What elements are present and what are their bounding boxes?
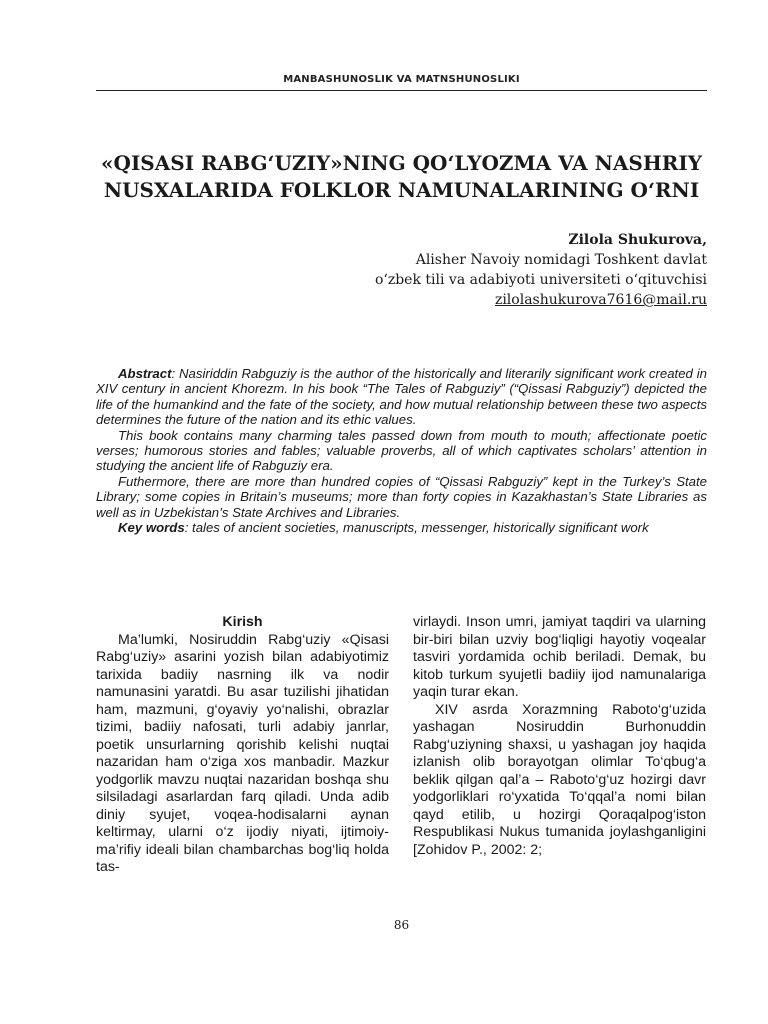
abstract-label: Abstract bbox=[118, 366, 172, 381]
abstract-paragraph-1 bbox=[96, 366, 707, 428]
title-line-2: NUSXALARIDA FOLKLOR NAMUNALARINING O‘RNI bbox=[103, 178, 700, 202]
author-affiliation-line-1: Alisher Navoiy nomidagi Toshkent davlat bbox=[415, 252, 707, 268]
title-line-1: «QISASI RABG‘UZIY»NING QO‘LYOZMA VA NASHRIY bbox=[101, 151, 702, 175]
body-paragraph-right-1: virlaydi. Inson umri, jamiyat taqdiri va ularning bir-biri bilan uzviy bog‘liqligi hayotiy voqealar tasviri yordamida ochib beriladi. Demak, bu kitob turkum syujetli badiiy ijod namunalariga yaqin turar ekan. bbox=[413, 614, 706, 700]
author-name: Zilola Shukurova, bbox=[568, 232, 707, 248]
article-title bbox=[96, 150, 707, 204]
keywords-label: Key words bbox=[118, 520, 185, 536]
author-block bbox=[375, 230, 707, 310]
page-number: 86 bbox=[393, 918, 410, 932]
header-divider bbox=[96, 90, 707, 91]
abstract-text-1: : Nasiriddin Rabguziy is the author of the historically and literarily significant work created in XIV century in ancient Khorezm. In his book “The Tales of Rabguziy” (“Qissasi Rabguziy”) depicted the life of the humankind and the fate of the society, and how mutual relationship between these two aspects determines the future of the nation and its ethic values. bbox=[96, 366, 707, 428]
keywords-paragraph bbox=[96, 520, 707, 535]
keywords-text: : tales of ancient societies, manuscripts, messenger, historically significant work bbox=[184, 520, 649, 536]
abstract-paragraph-2: This book contains many charming tales passed down from mouth to mouth; affectionate poetic verses; humorous stories and fables; valuable proverbs, all of which captivates scholars’ attention in studying the ancient life of Rabguziy era. bbox=[96, 427, 707, 474]
abstract-paragraph-3: Futhermore, there are more than hundred copies of “Qissasi Rabguziy” kept in the Turkey’s State Library; some copies in Britain’s museums; more than forty copies in Kazakhastan’s State Libraries as well as in Uzbekistan’s State Archives and Libraries. bbox=[96, 473, 707, 520]
abstract bbox=[96, 366, 707, 535]
body-column-right bbox=[413, 614, 706, 859]
body-paragraph-right-2: XIV asrda Xorazmning Raboto‘g‘uzida yashagan Nosiruddin Burhonuddin Rabg‘uziyning shaxsi, u yashagan joy haqida izlanish olib borayotgan olimlar To‘qbug‘a beklik qilgan qal’a – Raboto‘g‘uz hozirgi davr yodgorliklari ro‘yxatida To‘qqal’a nomi bilan qayd etilib, u hozirgi Qoraqalpog‘iston Respublikasi Nukus tumanida joylashganligini [Zohidov P., 2002: 2; bbox=[413, 701, 706, 858]
section-heading: Kirish bbox=[222, 614, 263, 630]
author-affiliation-line-2: o‘zbek tili va adabiyoti universiteti o‘qituvchisi bbox=[374, 272, 707, 288]
author-email-link[interactable]: zilolashukurova7616@mail.ru bbox=[494, 292, 707, 308]
body-column-left bbox=[96, 614, 389, 877]
running-header: MANBASHUNOSLIK VA MATNSHUNOSLIKI bbox=[283, 74, 520, 85]
body-paragraph-left: Ma’lumki, Nosiruddin Rabg‘uziy «Qisasi Rabg‘uziy» asarini yozish bilan adabiyotimiz tarixida badiiy nasrning ilk va nodir namunasini yaratdi. Bu asar tuzilishi jihatidan ham, mazmuni, g‘oyaviy yo‘nalishi, obrazlar tizimi, badiiy nafosati, turli adabiy janrlar, poetik unsurlarning qorishib kelishi nuqtai nazaridan ham o‘ziga xos manbadir. Mazkur yodgorlik mavzu nuqtai nazaridan boshqa shu silsiladagi asarlardan farq qiladi. Unda adib diniy syujet, voqea-hodisalarni aynan keltirmay, ularni o‘z ijodiy niyati, ijtimoiy-ma’rifiy ideali bilan chambarchas bog‘liq holda tas- bbox=[96, 631, 389, 875]
